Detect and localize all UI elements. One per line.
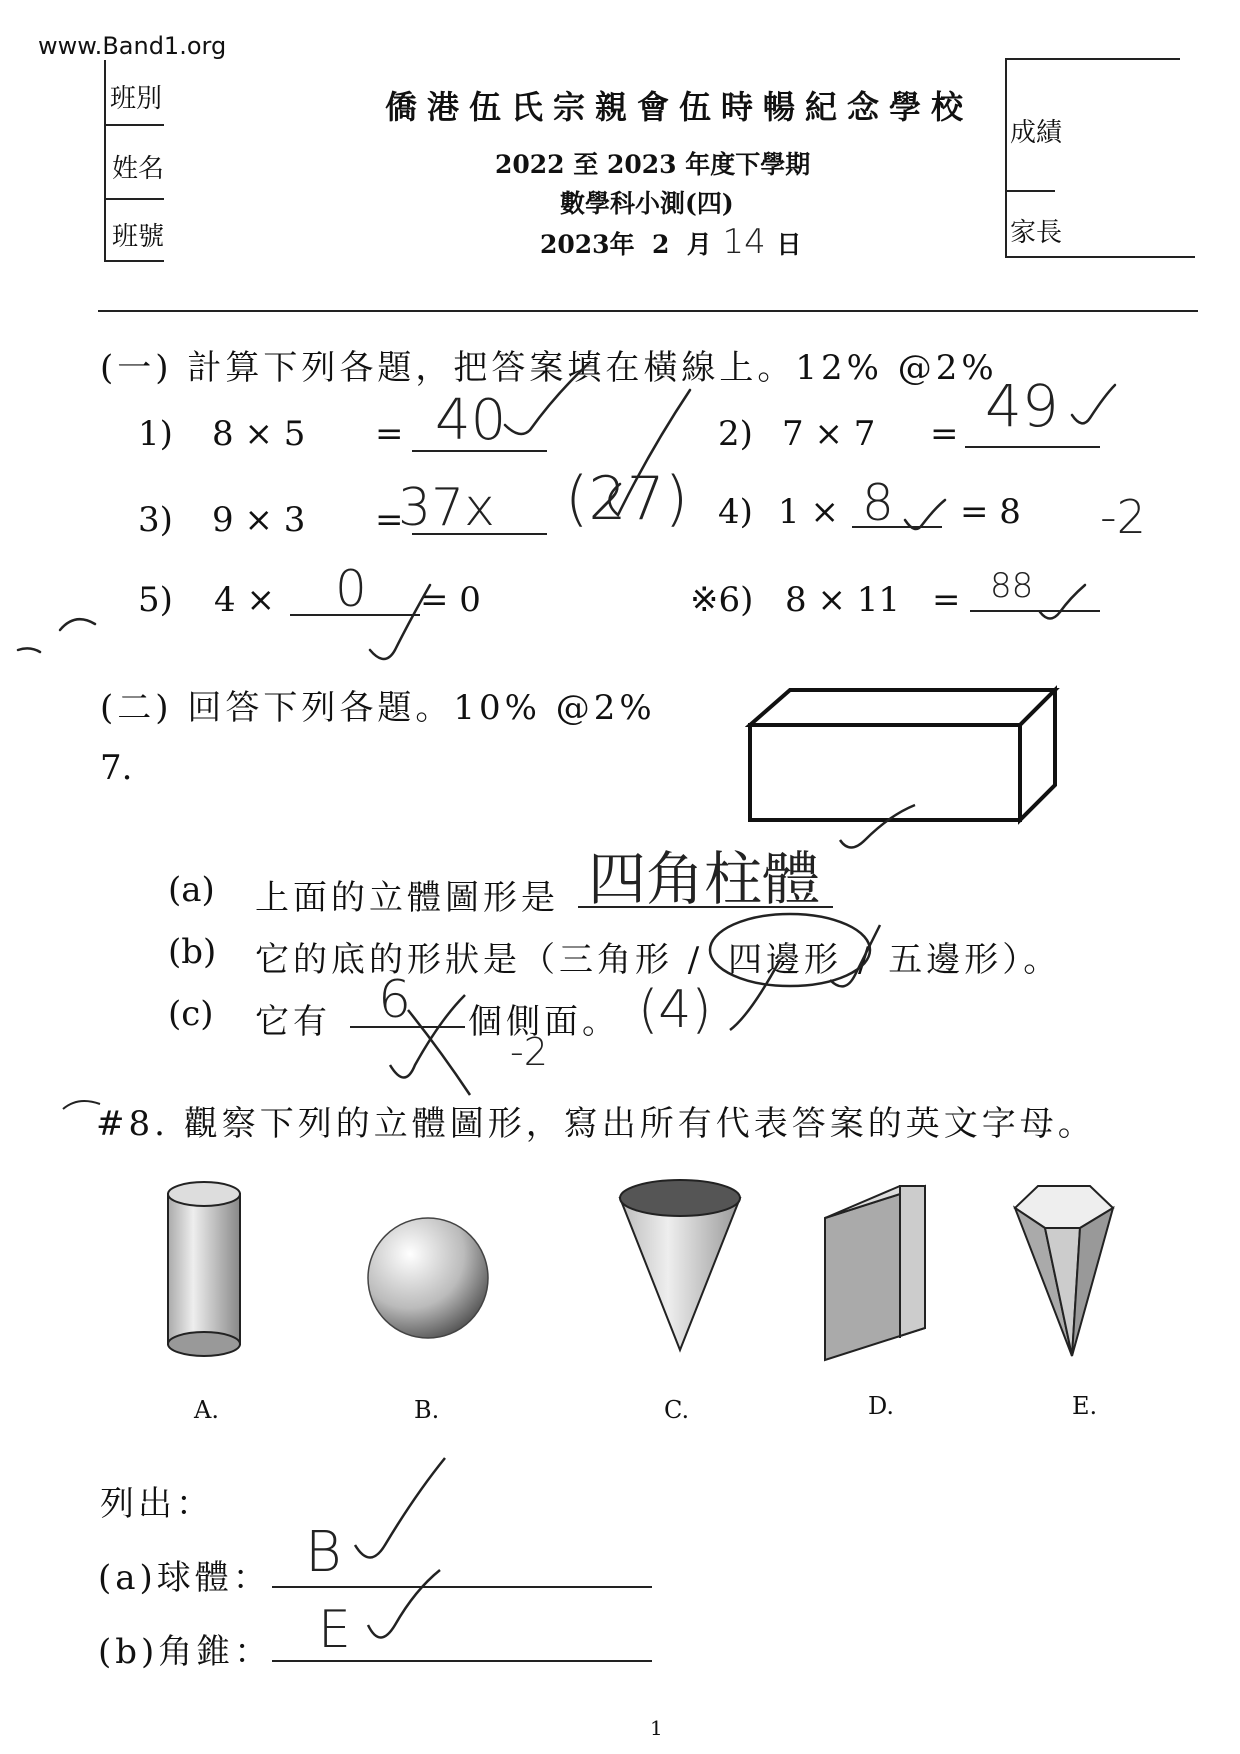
item-4-number: 4): [718, 492, 753, 532]
section1-check-marks: [0, 0, 1240, 700]
date-suffix: 日: [776, 230, 802, 259]
item-1-expression: 8 × 5: [212, 414, 306, 454]
q7a-answer: 四角柱體: [588, 845, 821, 913]
shape-label-b: B.: [414, 1396, 440, 1424]
prism-check-mark: [830, 800, 950, 880]
item-2-number: 2): [718, 414, 753, 454]
list-label: 列出：: [100, 1484, 214, 1524]
shape-label-a: A.: [194, 1396, 219, 1424]
item-2-equals: =: [930, 414, 959, 454]
q7c-text: 它有: [255, 1002, 331, 1042]
q7c-deduction: -2: [510, 1030, 548, 1074]
name-label: 姓名: [112, 154, 165, 184]
parent-label: 家長: [1010, 218, 1063, 248]
term-line: 2022 至 2023 年度下學期: [495, 150, 811, 179]
item-5-result: = 0: [420, 580, 481, 620]
q8a-label: (a)球體：: [98, 1558, 271, 1598]
item-3-correction: (27): [565, 464, 689, 534]
item-4-expression: 1 ×: [778, 492, 839, 532]
solid-shapes-figures: [120, 1178, 1200, 1378]
q8b-answer: E: [318, 1600, 351, 1660]
q7a-label: (a): [168, 870, 215, 910]
item-6-equals: =: [932, 580, 961, 620]
question-7-number: 7.: [100, 748, 133, 788]
q7b-text: 它的底的形狀是（三角形 /: [255, 940, 704, 980]
section2-heading: (二) 回答下列各題。10% @2%: [100, 688, 656, 728]
pyramid-shape: [1015, 1186, 1113, 1356]
item-2-answer: 49: [985, 372, 1059, 440]
q8-margin-mark: [58, 1094, 108, 1124]
shape-label-e: E.: [1072, 1392, 1098, 1420]
q8-check-marks: [340, 1450, 540, 1670]
q7a-text: 上面的立體圖形是: [255, 878, 559, 918]
item-6-answer: 88: [990, 566, 1034, 606]
cone-shape: [620, 1180, 740, 1350]
item-1-equals: =: [375, 414, 404, 454]
item-6-number: ※6): [690, 580, 754, 620]
item-4-result: = 8: [960, 492, 1021, 532]
item-2-expression: 7 × 7: [782, 414, 876, 454]
q7c-tail: 個側面。: [468, 1002, 620, 1042]
question-8-heading: #8. 觀察下列的立體圖形，寫出所有代表答案的英文字母。: [96, 1104, 1096, 1144]
sphere-shape: [368, 1218, 488, 1338]
class-label: 班別: [110, 84, 163, 114]
watermark: www.Band1.org: [38, 32, 227, 60]
cylinder-shape: [168, 1182, 240, 1356]
section1-deduction: -2: [1100, 490, 1146, 544]
q8b-label: (b)角錐：: [98, 1632, 273, 1672]
item-3-answer: 37x: [398, 478, 495, 538]
item-5-number: 5): [138, 580, 173, 620]
q8a-answer: B: [305, 1520, 342, 1585]
q7b-circle-mark: [705, 905, 965, 1045]
q7b-label: (b): [168, 932, 217, 972]
item-1-answer: 40: [435, 388, 507, 453]
item-3-equals: =: [375, 500, 404, 540]
date-day: 14: [722, 222, 766, 262]
school-name: 僑港伍氏宗親會伍時暢紀念學校: [385, 88, 974, 126]
item-4-answer: 8: [862, 474, 894, 532]
q7c-answer: 6: [378, 970, 412, 1030]
q7c-label: (c): [168, 994, 214, 1034]
item-6-expression: 8 × 11: [785, 580, 900, 620]
item-3-number: 3): [138, 500, 173, 540]
q7b-circled-choice: 四邊形: [728, 940, 842, 980]
item-1-number: 1): [138, 414, 173, 454]
q7b-tail: / 五邊形）。: [858, 940, 1062, 980]
test-title: 數學科小測(四): [560, 189, 734, 218]
date-prefix: 2023年 2 月: [540, 230, 712, 259]
section1-heading: (一) 計算下列各題，把答案填在橫線上。12% @2%: [100, 348, 998, 388]
class-number-label: 班號: [112, 222, 165, 252]
shape-label-c: C.: [664, 1396, 690, 1424]
page-number: 1: [650, 1716, 663, 1740]
grade-label: 成績: [1010, 118, 1063, 148]
triangular-prism-shape: [825, 1186, 925, 1360]
shape-label-d: D.: [868, 1392, 895, 1420]
item-5-expression: 4 ×: [214, 580, 275, 620]
item-5-answer: 0: [335, 560, 367, 618]
q7c-correction: (4): [638, 980, 712, 1040]
item-3-expression: 9 × 3: [212, 500, 306, 540]
